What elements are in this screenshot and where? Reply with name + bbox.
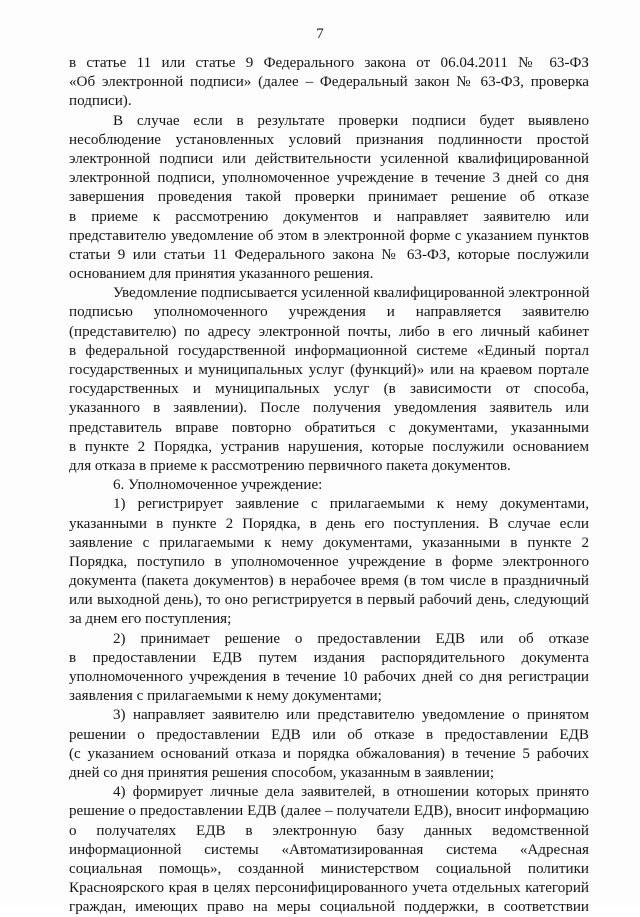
text-line: о получателях ЕДВ в электронную базу данных ведомственной [69, 822, 589, 839]
text-line: 6. Уполномоченное учреждение: [113, 477, 323, 494]
text-line: (с указанием оснований отказа и порядка обжалования) в течение 5 рабочих [69, 745, 589, 762]
text-line: представителю уведомление об этом в электронной форме с указанием пунктов [69, 227, 589, 244]
body-text [69, 54, 589, 917]
text-line: статьи 9 или статьи 11 Федерального закона № 63-ФЗ, которые послужили [69, 246, 589, 263]
text-line: или выходной день), то оно регистрируется в первый рабочий день, следующий [69, 592, 589, 609]
text-line: социальная помощь», созданной министерством социальной политики [69, 860, 589, 877]
text-line: основанием для принятия указанного решения. [69, 266, 374, 283]
paragraph [69, 783, 589, 917]
text-line: 2) принимает решение о предоставлении ЕДВ или об отказе [113, 630, 589, 647]
text-line: «Об электронной подписи» (далее – Федеральный закон № 63-ФЗ, проверка [69, 74, 589, 91]
text-line: уполномоченного учреждения в течение 10 рабочих дней со дня регистрации [69, 669, 589, 685]
paragraph [69, 706, 589, 783]
text-line: Красноярского края в целях персонифицированного учета отдельных категорий [69, 880, 589, 897]
text-line: решении о предоставлении ЕДВ или об отказе в предоставлении ЕДВ [69, 726, 589, 743]
text-line: в пункте 2 Порядка, устранив нарушения, которые послужили основанием [69, 438, 589, 455]
text-line: (представителю) по адресу электронной почты, либо в его личный кабинет [69, 323, 589, 340]
text-line: В случае если в результате проверки подписи будет выявлено [113, 112, 589, 129]
text-line: за днем его поступления; [69, 611, 232, 628]
text-line: Уведомление подписывается усиленной квалифицированной электронной [113, 285, 590, 302]
text-line: завершения проведения такой проверки принимает решение об отказе [69, 189, 589, 206]
text-line: заявления с прилагаемыми к нему документами; [69, 688, 382, 705]
paragraph [69, 284, 589, 476]
text-line: электронной подписи, уполномоченное учреждение в течение 3 дней со дня [69, 170, 589, 187]
text-line: указанными в пункте 2 Порядка, в день его поступления. В случае если [69, 515, 589, 532]
text-line: в приеме к рассмотрению документов и направляет заявителю или [69, 208, 589, 225]
text-line: указанного в заявлении). После получения уведомления заявитель или [69, 400, 589, 417]
text-line: в статье 11 или статье 9 Федерального закона от 06.04.2011 № 63-ФЗ [69, 55, 589, 71]
paragraph [69, 54, 589, 112]
text-line: в федеральной государственной информационной системе «Единый портал [69, 342, 589, 359]
text-line: информационной системы «Автоматизированная система «Адресная [69, 841, 589, 858]
text-line: решение о предоставлении ЕДВ (далее – получатели ЕДВ), вносит информацию [69, 803, 589, 820]
text-line: государственных и муниципальных услуг (функций)» или на краевом портале [69, 362, 589, 378]
text-line: граждан, имеющих право на меры социальной поддержки, в соответствии [69, 899, 589, 916]
text-line: в предоставлении ЕДВ путем издания распорядительного документа [69, 649, 589, 666]
text-line: электронной подписи или действительности усиленной квалифицированной [69, 150, 589, 167]
text-line: дней со дня принятия решения способом, указанным в заявлении; [69, 764, 495, 781]
text-line: документа (пакета документов) в нерабочее время (в том числе в праздничный [69, 573, 589, 590]
text-line: для отказа в приеме к рассмотрению первичного пакета документов. [69, 457, 511, 474]
text-line: заявление с прилагаемыми к нему документами, указанными в пункте 2 [69, 534, 589, 551]
page-number: 7 [316, 26, 324, 42]
text-line: 4) формирует личные дела заявителей, в отношении которых принято [113, 784, 589, 801]
text-line: Порядка, поступило в уполномоченное учреждение в форме электронного [69, 553, 589, 570]
text-line: 3) направляет заявителю или представителю уведомление о принятом [113, 707, 589, 724]
text-line: представитель вправе повторно обратиться с документами, указанными [69, 419, 589, 436]
paragraph [69, 476, 589, 495]
paragraph [69, 495, 589, 629]
paragraph [69, 112, 589, 285]
text-line: подписи). [69, 93, 132, 110]
text-line: государственных и муниципальных услуг (в зависимости от способа, [69, 381, 589, 398]
paragraph [69, 630, 589, 707]
text-line: подписью уполномоченного учреждения и направляется заявителю [69, 304, 589, 321]
text-line: 1) регистрирует заявление с прилагаемыми к нему документами, [113, 496, 589, 513]
text-line: несоблюдение установленных условий признания подлинности простой [69, 131, 589, 148]
